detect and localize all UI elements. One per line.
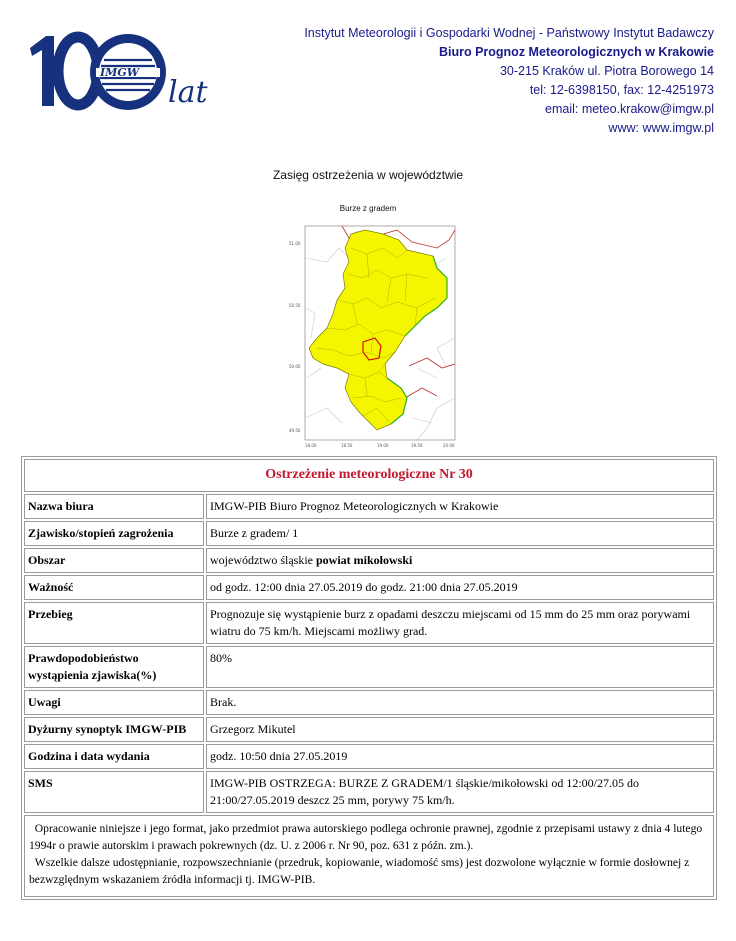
table-row [24, 744, 714, 769]
table-row [24, 494, 714, 519]
row-label: Uwagi [24, 690, 204, 715]
copyright-text [29, 820, 709, 854]
phone-fax: tel: 12-6398150, fax: 12-4251973 [529, 83, 714, 97]
map-title: Burze z gradem [339, 204, 397, 213]
logo-tagline: lat [168, 75, 208, 110]
office-name: Biuro Prognoz Meteorologicznych w Krakowie [438, 45, 714, 59]
table-row [24, 548, 714, 573]
row-value: IMGW-PIB Biuro Prognoz Meteorologicznych w Krakowie [206, 494, 714, 519]
page-title: Zasięg ostrzeżenia w województwie [272, 168, 464, 182]
row-label: Przebieg [24, 602, 204, 644]
row-label: Godzina i data wydania [24, 744, 204, 769]
lat-tick-3: 50.00 [289, 364, 301, 369]
table-row [24, 602, 714, 644]
row-label: SMS [24, 771, 204, 813]
email-link[interactable]: email: meteo.krakow@imgw.pl [545, 102, 714, 116]
table-row [24, 575, 714, 600]
table-row [24, 771, 714, 813]
row-value: Grzegorz Mikutel [206, 717, 714, 742]
row-value: 80% [206, 646, 714, 688]
copyright-line-1: Opracowanie niniejsze i jego format, jako przedmiot prawa autorskiego podlega ochronie prawnej, zgodnie z przepisami ustawy z dnia 4 lutego 1994r o prawie autorskim i prawach pokrewnych (dz. U. z 2006 r. Nr 90, poz. 631 z późn. zm.). [29, 822, 703, 852]
copyright-line-2: Wszelkie dalsze udostępnianie, rozpowszechnianie (przedruk, kopiowanie, wiadomość sms) jest dozwolone wyłącznie w formie dosłownej z bezwzględnym wskazaniem źródła informacji tj. IMGW-PIB. [29, 856, 690, 886]
lon-tick-4: 19.50 [411, 443, 423, 448]
contact-block [304, 24, 714, 138]
table-row [24, 690, 714, 715]
lat-tick-4: 49.50 [289, 428, 301, 433]
www-link[interactable]: www: www.imgw.pl [608, 121, 714, 135]
row-label: Prawdopodobieństwo wystąpienia zjawiska(%) [24, 646, 204, 688]
row-value-area [206, 548, 714, 573]
lat-tick-1: 51.00 [289, 241, 301, 246]
distribution-text [29, 854, 709, 888]
area-county: powiat mikołowski [315, 553, 413, 567]
lon-tick-1: 18.00 [305, 443, 317, 448]
row-value: IMGW-PIB OSTRZEGA: BURZE Z GRADEM/1 śląskie/mikołowski od 12:00/27.05 do 21:00/27.05.2019 deszcz 25 mm, porywy 75 km/h. [206, 771, 714, 813]
address: 30-215 Kraków ul. Piotra Borowego 14 [499, 64, 714, 78]
table-row [24, 646, 714, 688]
warning-map [287, 218, 459, 454]
warning-header: Ostrzeżenie meteorologiczne Nr 30 [24, 459, 714, 492]
lat-tick-2: 50.50 [289, 303, 301, 308]
row-value: od godz. 12:00 dnia 27.05.2019 do godz. 21:00 dnia 27.05.2019 [206, 575, 714, 600]
row-label: Zjawisko/stopień zagrożenia [24, 521, 204, 546]
row-label: Nazwa biura [24, 494, 204, 519]
table-row [24, 717, 714, 742]
logo-brand-text: IMGW [100, 66, 140, 79]
institute-name: Instytut Meteorologii i Gospodarki Wodnej - Państwowy Instytut Badawczy [304, 26, 714, 40]
table-row [24, 521, 714, 546]
row-label: Obszar [24, 548, 204, 573]
area-voivodeship: województwo śląskie [210, 553, 313, 567]
lon-tick-3: 19.00 [377, 443, 389, 448]
lon-tick-5: 20.00 [443, 443, 455, 448]
warning-table [21, 456, 717, 900]
row-label: Dyżurny synoptyk IMGW-PIB [24, 717, 204, 742]
copyright-notice [24, 815, 714, 897]
row-value: Brak. [206, 690, 714, 715]
row-label: Ważność [24, 575, 204, 600]
lon-tick-2: 18.50 [341, 443, 353, 448]
imgw-100-lat-logo [28, 30, 218, 114]
row-value: godz. 10:50 dnia 27.05.2019 [206, 744, 714, 769]
row-value: Prognozuje się wystąpienie burz z opadami deszczu miejscami od 15 mm do 25 mm oraz porywami wiatru do 75 km/h. Miejscami możliwy grad. [206, 602, 714, 644]
row-value: Burze z gradem/ 1 [206, 521, 714, 546]
